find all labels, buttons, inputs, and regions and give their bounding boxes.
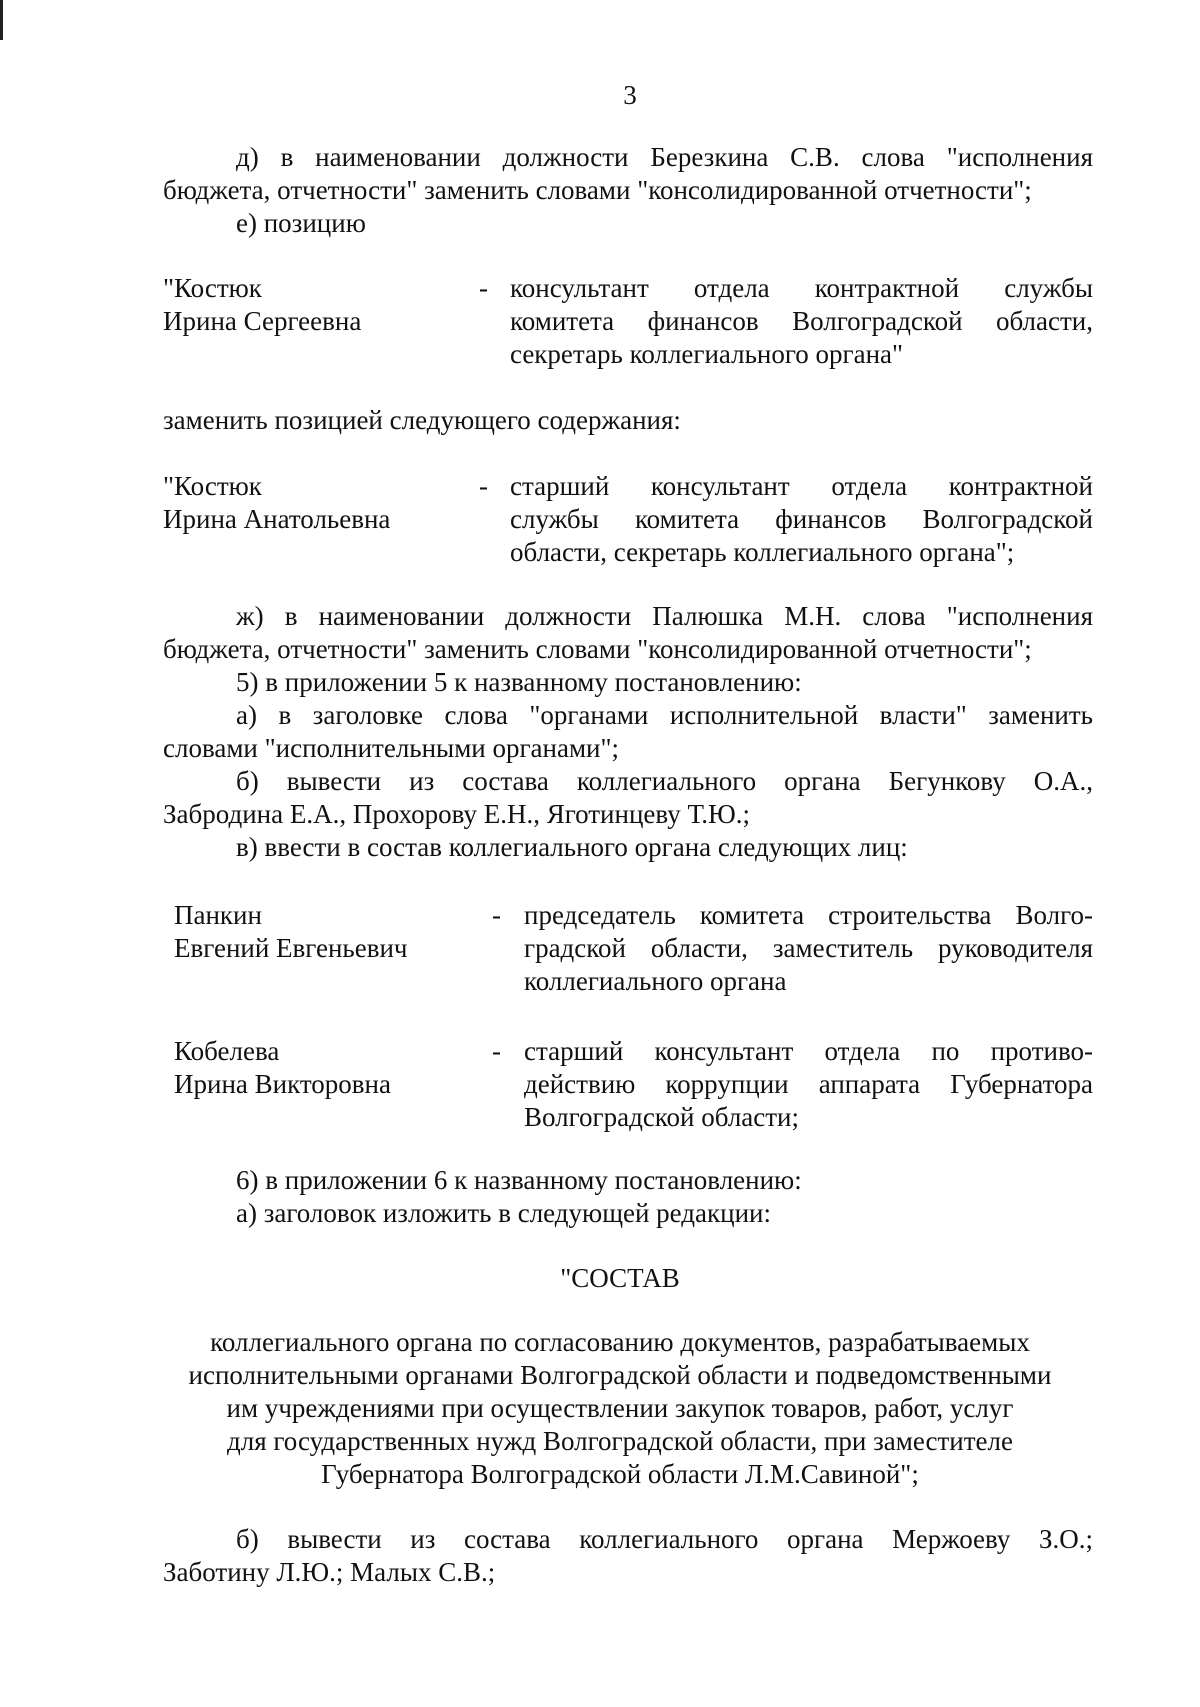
heading-body-line1: коллегиального органа по согласованию документов, разрабатываемых	[210, 1327, 1030, 1357]
heading-body-line2: исполнительными органами Волгоградской области и подведомственными	[188, 1360, 1052, 1390]
position-new-desc-line3: области, секретарь коллегиального органа";	[510, 537, 1015, 567]
person-kobeleva	[174, 1035, 1093, 1135]
person-kobeleva-name	[174, 1035, 474, 1101]
paragraph-zh	[163, 600, 1093, 666]
position-new-name-line2: Ирина Анатольевна	[163, 504, 391, 534]
heading-body-line3: им учреждениями при осуществлении закупок товаров, работ, услуг	[226, 1393, 1014, 1423]
paragraph-5b	[163, 765, 1093, 831]
person-kobeleva-desc-line1: старший консультант отдела по противо-	[524, 1036, 1093, 1066]
person-pankin-dash: -	[492, 900, 501, 930]
paragraph-5v: в) ввести в состав коллегиального органа следующих лиц:	[236, 832, 908, 862]
paragraph-6b	[163, 1523, 1093, 1589]
position-old-name-line2: Ирина Сергеевна	[163, 306, 362, 336]
position-old	[163, 272, 1093, 372]
position-new	[163, 470, 1093, 570]
position-old-name	[163, 272, 463, 338]
scan-edge-mark	[0, 0, 3, 40]
person-kobeleva-name-line2: Ирина Викторовна	[174, 1069, 391, 1099]
position-new-description	[510, 470, 1093, 569]
person-pankin-name-line1: Панкин	[174, 900, 262, 930]
paragraph-5a-line2: словами "исполнительными органами";	[163, 733, 620, 763]
paragraph-6b-line1: б) вывести из состава коллегиального органа Мержоеву З.О.;	[236, 1524, 1093, 1554]
paragraph-5: 5) в приложении 5 к названному постановлению:	[236, 667, 802, 697]
heading-body-line5: Губернатора Волгоградской области Л.М.Савиной";	[321, 1459, 919, 1489]
heading-sostav: "СОСТАВ	[560, 1263, 680, 1293]
paragraph-d-line2: бюджета, отчетности" заменить словами "консолидированной отчетности";	[163, 175, 1032, 205]
position-new-name-line1: "Костюк	[163, 471, 262, 501]
person-kobeleva-dash: -	[492, 1036, 501, 1066]
position-old-desc-line1: консультант отдела контрактной службы	[510, 273, 1093, 303]
person-kobeleva-description	[524, 1035, 1093, 1134]
page-number: 3	[623, 80, 637, 110]
person-kobeleva-desc-line3: Волгоградской области;	[524, 1102, 800, 1132]
heading-body	[140, 1326, 1100, 1491]
position-old-dash: -	[479, 273, 488, 303]
position-old-name-line1: "Костюк	[163, 273, 262, 303]
paragraph-6: 6) в приложении 6 к названному постановлению:	[236, 1165, 802, 1195]
person-pankin-description	[524, 899, 1093, 998]
position-new-name	[163, 470, 463, 536]
person-pankin-name-line2: Евгений Евгеньевич	[174, 933, 408, 963]
paragraph-e: е) позицию	[236, 208, 366, 238]
paragraph-d	[163, 141, 1093, 207]
paragraph-zh-line1: ж) в наименовании должности Палюшка М.Н. слова "исполнения	[236, 601, 1093, 631]
paragraph-5b-line1: б) вывести из состава коллегиального органа Бегункову О.А.,	[236, 766, 1093, 796]
paragraph-6a: а) заголовок изложить в следующей редакции:	[236, 1198, 771, 1228]
person-pankin-name	[174, 899, 474, 965]
position-old-desc-line2: комитета финансов Волгоградской области,	[510, 306, 1093, 336]
position-old-desc-line3: секретарь коллегиального органа"	[510, 339, 904, 369]
heading-body-line4: для государственных нужд Волгоградской области, при заместителе	[226, 1426, 1013, 1456]
person-kobeleva-name-line1: Кобелева	[174, 1036, 280, 1066]
person-kobeleva-desc-line2: действию коррупции аппарата Губернатора	[524, 1069, 1093, 1099]
position-new-desc-line2: службы комитета финансов Волгоградской	[510, 504, 1093, 534]
paragraph-5a-line1: а) в заголовке слова "органами исполнительной власти" заменить	[236, 700, 1093, 730]
person-pankin-desc-line1: председатель комитета строительства Волго-	[524, 900, 1093, 930]
paragraph-d-line1: д) в наименовании должности Березкина С.В. слова "исполнения	[236, 142, 1093, 172]
position-old-description	[510, 272, 1093, 371]
position-new-desc-line1: старший консультант отдела контрактной	[510, 471, 1093, 501]
person-pankin	[174, 899, 1093, 999]
paragraph-5a	[163, 699, 1093, 765]
person-pankin-desc-line3: коллегиального органа	[524, 966, 787, 996]
paragraph-6b-line2: Заботину Л.Ю.; Малых С.В.;	[163, 1557, 496, 1587]
replace-text: заменить позицией следующего содержания:	[163, 405, 681, 435]
paragraph-zh-line2: бюджета, отчетности" заменить словами "консолидированной отчетности";	[163, 634, 1032, 664]
paragraph-5b-line2: Забродина Е.А., Прохорову Е.Н., Яготинцеву Т.Ю.;	[163, 799, 750, 829]
person-pankin-desc-line2: градской области, заместитель руководителя	[524, 933, 1093, 963]
position-new-dash: -	[479, 471, 488, 501]
